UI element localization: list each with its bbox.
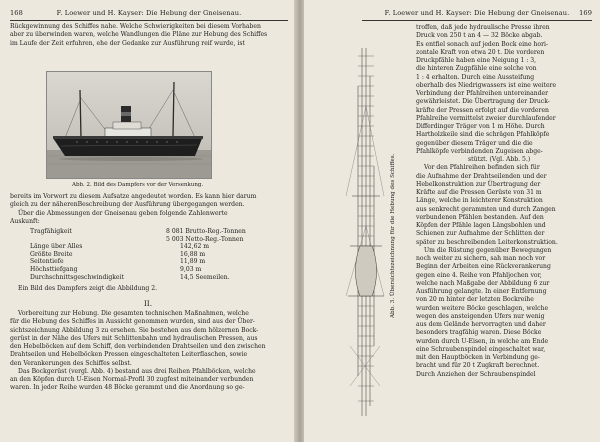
text-line: Vorbereitung zur Hebung. Die gesamten technischen Maßnahmen, welche [18,310,249,317]
text-line: von 20 m hinter der letzten Bockreihe [416,296,534,304]
text-line: bracht und für 20 t Zugkraft berechnet. [416,362,540,370]
dimension-row [30,266,270,274]
text-line: Druck von 250 t an 4 — 32 Böcke abgab. [416,32,543,40]
text-line: gegen eine 4. Reihe von Pfahljochen vor, [416,271,542,279]
text-line: gerüst in der Nähe des Ufers mit Schlittenbahn und hydraulischen Pressen, aus [10,334,258,342]
text-line: Pfahlköpfe verbindenden Zugeisen abge- [416,147,543,155]
text-line: wegen des ansteigenden Ufers nur wenig [416,312,545,320]
dimension-row [30,228,270,236]
dimensions-table [30,228,270,281]
text-line: troffen, daß jede hydraulische Presse ihren [416,24,550,31]
dimension-row [30,243,270,251]
page-number-right: 169 [579,9,592,17]
text-line: aus senkrecht gerammten und durch Zangen [416,205,556,213]
text-line: Auskunft: [10,217,40,225]
text-line: eine Schraubenspindel eingeschaltet war, [416,345,546,353]
text-line: Kräfte auf die Pressen Gerüste von 31 m [416,189,542,196]
text-line: Länge, welche in leichterer Konstruktion [416,197,543,205]
text-line: den Hebelböcken auf dem Schiff, den verbindenden Drahtseilen und den zwischen [10,343,266,350]
text-line: besonders tragfähig waren. Diese Böcke [416,329,542,337]
dimension-label: Länge über Alles [30,243,83,251]
dimension-value: 11,89 m [180,258,206,266]
text-line: 1 : 4 erhalten. Durch eine Aussteifung [416,73,535,81]
text-line: welche nach Maßgabe der Abbildung 6 zur [416,279,550,287]
page-number-left: 168 [10,9,23,17]
text-line: kräfte der Pressen erfolgt auf die vorderen [416,106,549,114]
text-line: Differdinger Träger von 1 m Höhe. Durch [416,123,545,130]
left-page [0,0,296,442]
ship-photo [46,71,212,179]
text-line: gegenüber diesem Träger und die die [416,139,533,147]
text-line: Pfahlreihe vermittelst zweier durchlaufender [416,114,556,122]
text-line: Durch Anziehen der Schraubenspindel [416,370,536,378]
text-line: für die Hebung des Schiffes in Aussicht genommen wurden, sind aus der Über- [10,318,255,326]
intro-paragraph [10,23,288,48]
dimension-row [30,251,270,259]
dimension-value: 16,88 m [180,250,206,258]
right-paragraph [416,24,596,379]
dimension-value: 8 081 Brutto-Reg.-Tonnen [166,228,246,235]
text-line: im Laufe der Zeit erfuhren, ehe der Gedanke zur Ausführung reif wurde, ist [10,39,245,47]
text-line: bereits im Vorwort zu diesem Aufsatze angedeutet worden. Es kann hier darum [10,193,257,200]
dimension-value: 9,03 m [180,265,202,273]
text-line: die Aufnahme der Drahtseilenden und der [416,172,547,180]
text-line: den Verankerungen des Schiffes selbst. [10,359,132,367]
steamship-image [47,72,211,178]
text-line: aber zu überwinden waren, welche Wandlungen die Pläne zur Hebung des Schiffes [10,31,268,39]
text-line: Es entfiel sonach auf jeden Bock eine hori- [416,40,549,48]
text-line: gleich zu der näherenBeschreibung der Ausführung übergegangen werden. [10,201,245,209]
text-line: Das Bockgerüst (vergl. Abb. 4) bestand aus drei Reihen Pfahlböcken, welche [18,367,256,375]
text-line: waren. In jeder Reihe wurden 48 Böcke gerammt und die Anordnung so ge- [10,384,245,392]
text-line: an den Köpfen durch U-Eisen Normal-Profil 30 zugfest miteinander verbunden [10,376,254,383]
running-head-title-right: F. Loewer und H. Kayser: Die Hebung der Gneisenau. [384,9,570,17]
dimension-row [30,258,270,266]
dimension-row [30,236,270,244]
dimension-row [30,274,270,282]
photo-caption: Abb. 2. Bild des Dampfers vor der Versenkung. [72,182,204,188]
text-line: Köpfen der Pfähle lagen Längsbohlen und [416,222,546,229]
text-line: gewährleistet. Die Übertragung der Druck- [416,98,550,106]
running-head-title-left: F. Loewer und H. Kayser: Die Hebung der Gneisenau. [56,9,242,17]
dimension-value: 14,5 Seemeilen. [180,273,230,281]
head-rule-left [10,20,288,21]
dimension-label: Höchsttiefgang [30,265,78,273]
section-paragraph [10,310,288,393]
text-line: Um die Rüstung gegenüber Bewegungen [424,246,552,254]
text-line: Ausführung gelangte. In einer Entfernung [416,288,547,295]
dimension-value: 142,62 m [180,243,210,251]
section-number: II. [143,299,153,308]
head-rule-right [362,20,592,21]
text-line: Hebelkonstruktion zur Übertragung der [416,180,541,188]
text-line: zontale Kraft von etwa 20 t. Die vorderen [416,48,545,56]
text-line: verbundenen Pfählen bestanden. Auf den [416,213,544,221]
text-line: Über die Abmessungen der Gneisenau geben folgende Zahlenwerte [18,209,228,217]
text-line: Verbindung der Pfahlreihen untereinander [416,90,549,97]
text-line: Rückgewinnung des Schiffes nahe. Welche Schwierigkeiten bei diesem Vorhaben [10,23,261,30]
text-line: noch weiter zu sichern, sah man noch vor [416,255,546,262]
text-line: wurden weitere Böcke geschlagen, welche [416,304,549,312]
text-line: Beginn der Arbeiten eine Rückverankerung [416,263,551,271]
text-line: Hartholzkeile sind die schrägen Pfahlköpfe [416,131,550,139]
text-line: Drahtseilen und Hebelböcken Pressen eingeschalteten Leiterflaschen, sowie [10,351,248,359]
figure-reference: Ein Bild des Dampfers zeigt die Abbildung 2. [18,285,158,292]
text-line: sichtszeichnung Abbildung 3 zu ersehen. Sie bestehen aus dem hölzernen Bock- [10,326,259,334]
middle-paragraph [10,193,288,226]
dimension-value: 5 003 Netto-Reg.-Tonnen [166,235,244,243]
overview-drawing-figure [344,46,386,418]
text-line: Druckpfähle haben eine Neigung 1 : 3, [416,57,537,64]
dimension-label: Seitentiefe [30,258,64,266]
text-line: wurden durch U-Eisen, in welche am Ende [416,337,549,345]
figure-caption: Abb. 3. Übersichtszeichnung für die Hebung des Schiffes. [390,153,396,318]
text-line: Schienen zur Aufnahme der Schlitten der [416,230,545,238]
dimension-label: Größte Breite [30,250,73,258]
text-line: mit den Hauptböcken in Verbindung ge- [416,354,540,361]
right-page [304,0,600,442]
dimension-label: Durchschnittsgeschwindigkeit [30,273,124,281]
text-line: aus dem Gelände hervorragten und daher [416,321,546,328]
text-line: Vor den Pfahlreihen befinden sich für [424,164,540,172]
dimension-label: Tragfähigkeit [30,228,72,235]
text-line: stützt. (Vgl. Abb. 5.) [468,156,531,163]
text-line: oberhalb des Niedrigwassers ist eine weitere [416,81,557,89]
text-line: die hinteren Zugpfähle eine solche von [416,65,537,73]
text-line: später zu beschreibenden Leiterkonstruktion. [416,238,558,246]
